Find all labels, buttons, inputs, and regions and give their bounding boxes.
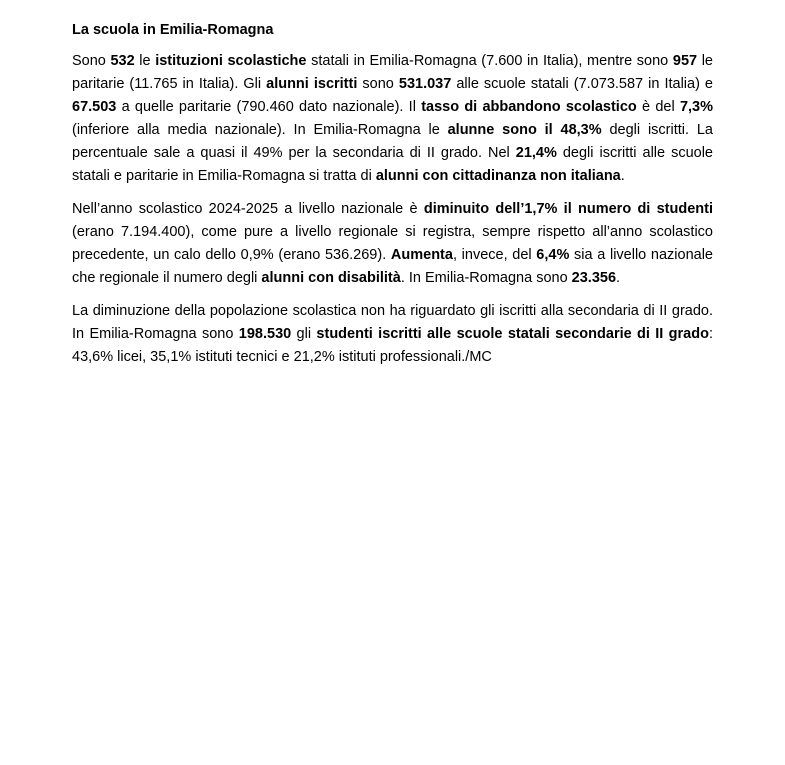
document-body bbox=[72, 50, 713, 369]
bold-run: 957 bbox=[672, 53, 698, 69]
bold-run: 67.503 bbox=[72, 99, 117, 115]
bold-run: studenti iscritti alle scuole statali secondarie di II grado bbox=[316, 326, 709, 342]
text-run: è del bbox=[636, 99, 680, 115]
text-run: (erano 7.194.400), come pure a livello regionale si registra, sempre rispetto all’anno scolastico precedente, un calo dello 0,9% (erano 536.269). bbox=[72, 224, 713, 263]
text-run: . In Emilia-Romagna sono bbox=[400, 270, 572, 286]
text-run: . bbox=[620, 168, 625, 184]
text-run: : 43,6% licei, 35,1% istituti tecnici e 21,2% istituti professionali./MC bbox=[72, 326, 713, 365]
bold-run: 532 bbox=[110, 53, 135, 69]
text-run: , invece, del bbox=[452, 247, 537, 263]
text-run: le bbox=[134, 53, 156, 69]
text-run: le paritarie (11.765 in Italia). Gli bbox=[72, 53, 713, 92]
text-run: Nell’anno scolastico 2024-2025 a livello nazionale è bbox=[72, 201, 424, 217]
paragraph-1 bbox=[72, 50, 713, 188]
text-run: Sono bbox=[72, 53, 111, 69]
text-run: degli iscritti alle scuole statali e paritarie in Emilia-Romagna si tratta di bbox=[72, 145, 713, 184]
text-run: a quelle paritarie (790.460 dato nazionale). Il bbox=[116, 99, 422, 115]
paragraph-2 bbox=[72, 198, 713, 290]
text-run: degli iscritti. La percentuale sale a quasi il 49% per la secondaria di II grado. Nel bbox=[72, 122, 713, 161]
text-run: La diminuzione della popolazione scolastica non ha riguardato gli iscritti alla secondaria di II grado. In Emilia-Romagna sono bbox=[72, 303, 713, 342]
bold-run: Aumenta bbox=[390, 247, 453, 263]
bold-run: alunni con disabilità bbox=[261, 270, 401, 286]
document-title: La scuola in Emilia-Romagna bbox=[72, 22, 274, 38]
text-run: (inferiore alla media nazionale). In Emilia-Romagna le bbox=[72, 122, 448, 138]
bold-run: alunne sono il 48,3% bbox=[447, 122, 602, 138]
bold-run: alunni iscritti bbox=[266, 76, 358, 92]
text-run: . bbox=[616, 270, 621, 286]
bold-run: 7,3% bbox=[679, 99, 714, 115]
text-run: sia a livello nazionale che regionale il numero degli bbox=[72, 247, 713, 286]
text-run: alle scuole statali (7.073.587 in Italia) e bbox=[451, 76, 713, 92]
text-run: sono bbox=[357, 76, 399, 92]
bold-run: 23.356 bbox=[571, 270, 617, 286]
bold-run: alunni con cittadinanza non italiana bbox=[375, 168, 621, 184]
bold-run: 198.530 bbox=[238, 326, 292, 342]
bold-run: tasso di abbandono scolastico bbox=[421, 99, 637, 115]
text-run: statali in Emilia-Romagna (7.600 in Italia), mentre sono bbox=[306, 53, 673, 69]
bold-run: istituzioni scolastiche bbox=[155, 53, 307, 69]
text-run: gli bbox=[291, 326, 317, 342]
bold-run: 531.037 bbox=[398, 76, 452, 92]
paragraph-3 bbox=[72, 300, 713, 369]
bold-run: diminuito dell’1,7% il numero di studenti bbox=[423, 201, 713, 217]
bold-run: 21,4% bbox=[515, 145, 557, 161]
bold-run: 6,4% bbox=[536, 247, 570, 263]
